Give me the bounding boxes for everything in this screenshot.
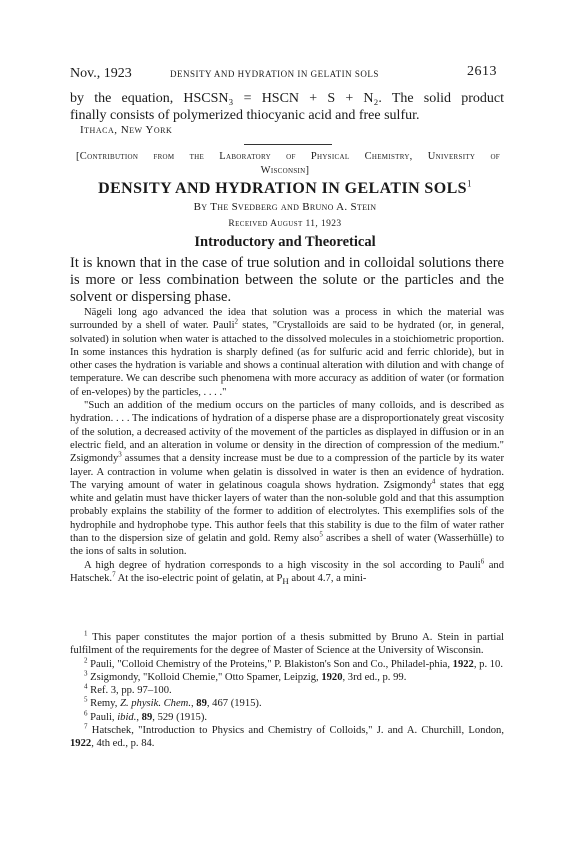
footnote-3: $^3$ Zsigmondy, "Kolloid Chemie," Otto Spamer, Leipzig, 1920, 3rd ed., p. 99. — [84, 669, 407, 683]
article-authors: By The Svedberg and Bruno A. Stein — [193, 201, 377, 213]
running-head-date: Nov., 1923 — [70, 66, 132, 81]
lead-paragraph: It is known that in the case of true solution and in colloidal solutions there is more or less combination between the solute or the particles and the solvent or dispersing phase. — [70, 255, 504, 305]
article-body — [70, 306, 504, 588]
previous-article-line-2: finally consists of polymerized thiocyanic acid and free sulfur. — [70, 108, 420, 123]
title-footnote-ref: 1 — [466, 178, 472, 189]
footnote-ref: 5 — [319, 530, 323, 539]
footnote-4: $^4$ Ref. 3, pp. 97–100. — [84, 682, 172, 697]
page-number: 2613 — [467, 64, 497, 79]
footnote-1: $^1$ This paper constitutes the major portion of a thesis submitted by Bruno A. Stein in partial fulfilment of the requirements for the degree of Master of Science at the University of Wisconsin. — [70, 629, 504, 657]
contribution-line-2: Wisconsin] — [260, 165, 310, 176]
footnote-2: $^2$ Pauli, "Colloid Chemistry of the Proteins," P. Blakiston's Son and Co., Philadel-phia, 1922, p. 10. — [84, 656, 503, 670]
footnote-ref: 2 — [234, 317, 239, 326]
body-paragraph-3: A high degree of hydration corresponds to a high viscosity in the sol according to Pauli$^6$ and Hatschek.$^7$ At the iso-electric point of gelatin, at $P_H$ about 4.7, a mini- — [70, 557, 504, 587]
footnote-5: $^5$ Remy, Z. physik. Chem., 89, 467 (1915). — [84, 695, 262, 710]
footnote-ref: 3 — [118, 450, 122, 459]
contribution-line-1: [Contribution from the Laboratory of Physical Chemistry, University of — [76, 151, 500, 162]
footnote-7: $^7$ Hatschek, "Introduction to Physics and Chemistry of Colloids," J. and A. Churchill, London, 1922, 4th ed., p. 84. — [70, 722, 504, 750]
section-heading: Introductory and Theoretical — [194, 234, 376, 250]
previous-article-line-1: by the equation, HSCSN₃ = HSCN + S + N₂. The solid product — [70, 91, 504, 106]
article-title — [70, 180, 500, 198]
running-head-title: DENSITY AND HYDRATION IN GELATIN SOLS — [170, 69, 379, 79]
received-date: Received August 11, 1923 — [228, 219, 342, 229]
footnote-ref: 4 — [431, 477, 436, 486]
previous-article-place: Ithaca, New York — [80, 124, 173, 136]
footnote-ref: 6 — [480, 557, 485, 566]
article-title-text: DENSITY AND HYDRATION IN GELATIN SOLS — [98, 180, 467, 197]
body-paragraph-1: Nägeli long ago advanced the idea that solution was a process in which the material was surrounded by a shell of water. Pauli$^2$ states, "Crystalloids are said to be hydrated (or, in general, solvated) in solution when water is attached to the dissolved molecules in a stoichiometric proportion. In some instances this hydration is sharply defined (as for sulfuric acid and ferric chloride), but in other cases the hydration is variable and shows a continual alteration with dilution and with change of temperature. We can describe such phenomena with more accuracy as addition of water (or formation of en-velopes) by the particles, . . . ." — [70, 307, 504, 398]
footnote-6: $^6$ Pauli, ibid., 89, 529 (1915). — [84, 709, 207, 723]
body-paragraph-2: "Such an addition of the medium occurs on the particles of many colloids, and is described as hydration. . . . The indications of hydration of a disperse phase are a disproportionately great viscosity of the solution, a decreased activity of the movement of the particles as displayed in diffusion or in an electric field, and an alteration in volume or density in the direction of compression of the medium." Zsigmondy$^3$ assumes that a density increase must be due to a compression of the particle by its water layer. A contraction in volume when gelatin is dissolved in water is then an evidence of hydration. The varying amount of water in gelatinous coagula shows hydration. Zsigmondy$^4$ states that egg white and gelatin must have thicker layers of water than the non-soluble gold and that this assumption probably explains the stability of the former to addition of electrolytes. This exemplifies sols of the hydrophile and hydrophobe type. This author feels that this stability is due to the film of water rather than to the dispersion size of gelatin and gold. Remy also$^5$ ascribes a shell of water (Wasserhülle) to the ions of salts in solution. — [70, 400, 504, 558]
section-divider — [244, 144, 332, 145]
footnote-ref: 7 — [112, 570, 116, 579]
footnotes — [70, 631, 504, 751]
